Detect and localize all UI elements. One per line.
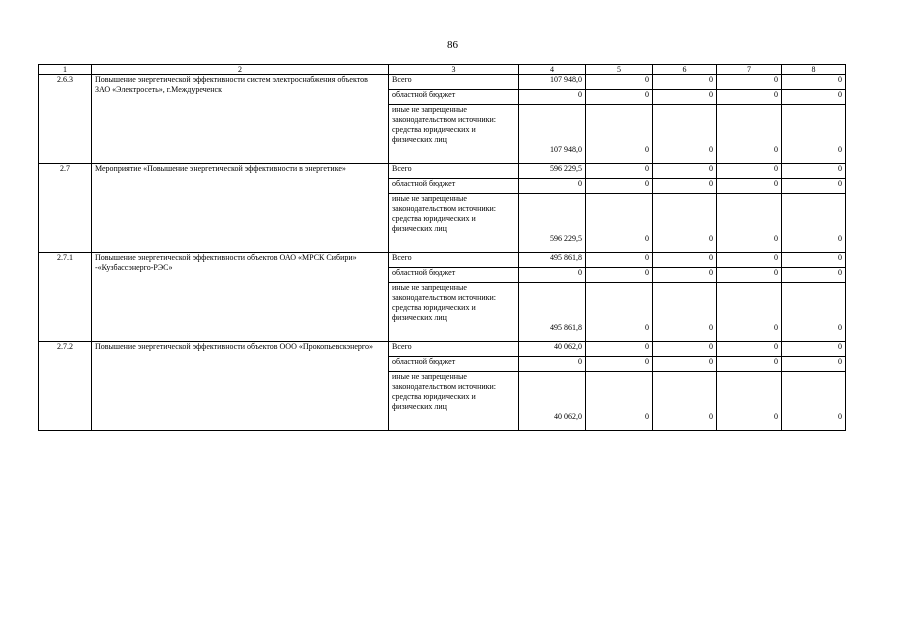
funding-value: 0: [586, 179, 653, 194]
funding-value: 596 229,5: [519, 164, 586, 179]
funding-value: 0: [653, 268, 717, 283]
header-cell: 6: [653, 65, 717, 75]
funding-value: 0: [586, 357, 653, 372]
funding-value: 0: [782, 179, 846, 194]
funding-value: 40 062,0: [519, 372, 586, 431]
funding-value: 0: [653, 342, 717, 357]
funding-value: 0: [586, 283, 653, 342]
funding-value: 0: [586, 268, 653, 283]
header-cell: 1: [39, 65, 92, 75]
funding-value: 0: [782, 342, 846, 357]
funding-value: 0: [717, 283, 782, 342]
item-name: Мероприятие «Повышение энергетической эффективности в энергетике»: [92, 164, 389, 253]
header-cell: 5: [586, 65, 653, 75]
item-number: 2.7.2: [39, 342, 92, 431]
funding-value: 0: [653, 357, 717, 372]
funding-value: 0: [782, 253, 846, 268]
funding-value: 0: [519, 268, 586, 283]
header-cell: 7: [717, 65, 782, 75]
funding-value: 0: [653, 194, 717, 253]
funding-source: иные не запрещенные законодательством источники: средства юридических и физических лиц: [389, 105, 519, 164]
funding-source: Всего: [389, 342, 519, 357]
funding-source: областной бюджет: [389, 179, 519, 194]
funding-source: иные не запрещенные законодательством источники: средства юридических и физических лиц: [389, 283, 519, 342]
header-cell: 8: [782, 65, 846, 75]
funding-value: 0: [586, 90, 653, 105]
funding-value: 0: [586, 342, 653, 357]
funding-value: 0: [717, 372, 782, 431]
funding-value: 0: [653, 164, 717, 179]
budget-table: [38, 64, 846, 431]
funding-value: 0: [653, 372, 717, 431]
header-cell: 4: [519, 65, 586, 75]
funding-value: 0: [717, 194, 782, 253]
funding-value: 0: [586, 75, 653, 90]
funding-source: Всего: [389, 75, 519, 90]
table-row: [39, 342, 846, 357]
funding-value: 495 861,8: [519, 283, 586, 342]
funding-value: 0: [717, 90, 782, 105]
funding-source: Всего: [389, 253, 519, 268]
funding-value: 40 062,0: [519, 342, 586, 357]
funding-source: областной бюджет: [389, 268, 519, 283]
funding-value: 0: [519, 179, 586, 194]
funding-value: 0: [653, 283, 717, 342]
table-row: [39, 75, 846, 90]
funding-value: 0: [782, 372, 846, 431]
funding-value: 107 948,0: [519, 75, 586, 90]
funding-value: 0: [717, 105, 782, 164]
page-number: 86: [447, 39, 458, 51]
item-name: Повышение энергетической эффективности систем электроснабжения объектов ЗАО «Электросеть», г.Междуреченск: [92, 75, 389, 164]
table-row: [39, 164, 846, 179]
item-number: 2.7.1: [39, 253, 92, 342]
funding-source: иные не запрещенные законодательством источники: средства юридических и физических лиц: [389, 372, 519, 431]
funding-value: 0: [782, 75, 846, 90]
item-number: 2.7: [39, 164, 92, 253]
funding-value: 107 948,0: [519, 105, 586, 164]
funding-value: 495 861,8: [519, 253, 586, 268]
funding-value: 0: [653, 253, 717, 268]
table-row: [39, 253, 846, 268]
funding-source: Всего: [389, 164, 519, 179]
funding-value: 0: [519, 357, 586, 372]
item-name: Повышение энергетической эффективности объектов ООО «Прокопьевскэнерго»: [92, 342, 389, 431]
funding-source: областной бюджет: [389, 357, 519, 372]
funding-value: 0: [717, 342, 782, 357]
funding-value: 0: [717, 253, 782, 268]
funding-value: 0: [782, 105, 846, 164]
funding-value: 0: [717, 75, 782, 90]
funding-source: областной бюджет: [389, 90, 519, 105]
funding-value: 0: [782, 90, 846, 105]
funding-value: 0: [519, 90, 586, 105]
funding-value: 0: [782, 268, 846, 283]
funding-value: 0: [653, 179, 717, 194]
funding-value: 0: [586, 164, 653, 179]
funding-value: 0: [653, 105, 717, 164]
funding-value: 0: [782, 357, 846, 372]
funding-value: 0: [717, 268, 782, 283]
item-number: 2.6.3: [39, 75, 92, 164]
funding-value: 0: [782, 283, 846, 342]
funding-value: 0: [717, 357, 782, 372]
header-cell: 3: [389, 65, 519, 75]
funding-value: 0: [782, 164, 846, 179]
funding-value: 596 229,5: [519, 194, 586, 253]
header-row: [39, 65, 846, 75]
funding-value: 0: [653, 90, 717, 105]
funding-value: 0: [782, 194, 846, 253]
header-cell: 2: [92, 65, 389, 75]
funding-value: 0: [586, 194, 653, 253]
item-name: Повышение энергетической эффективности объектов ОАО «МРСК Сибири» -«Кузбассэнерго-РЭС»: [92, 253, 389, 342]
funding-value: 0: [717, 179, 782, 194]
funding-value: 0: [717, 164, 782, 179]
funding-value: 0: [586, 372, 653, 431]
funding-source: иные не запрещенные законодательством источники: средства юридических и физических лиц: [389, 194, 519, 253]
funding-value: 0: [586, 105, 653, 164]
funding-value: 0: [653, 75, 717, 90]
funding-value: 0: [586, 253, 653, 268]
